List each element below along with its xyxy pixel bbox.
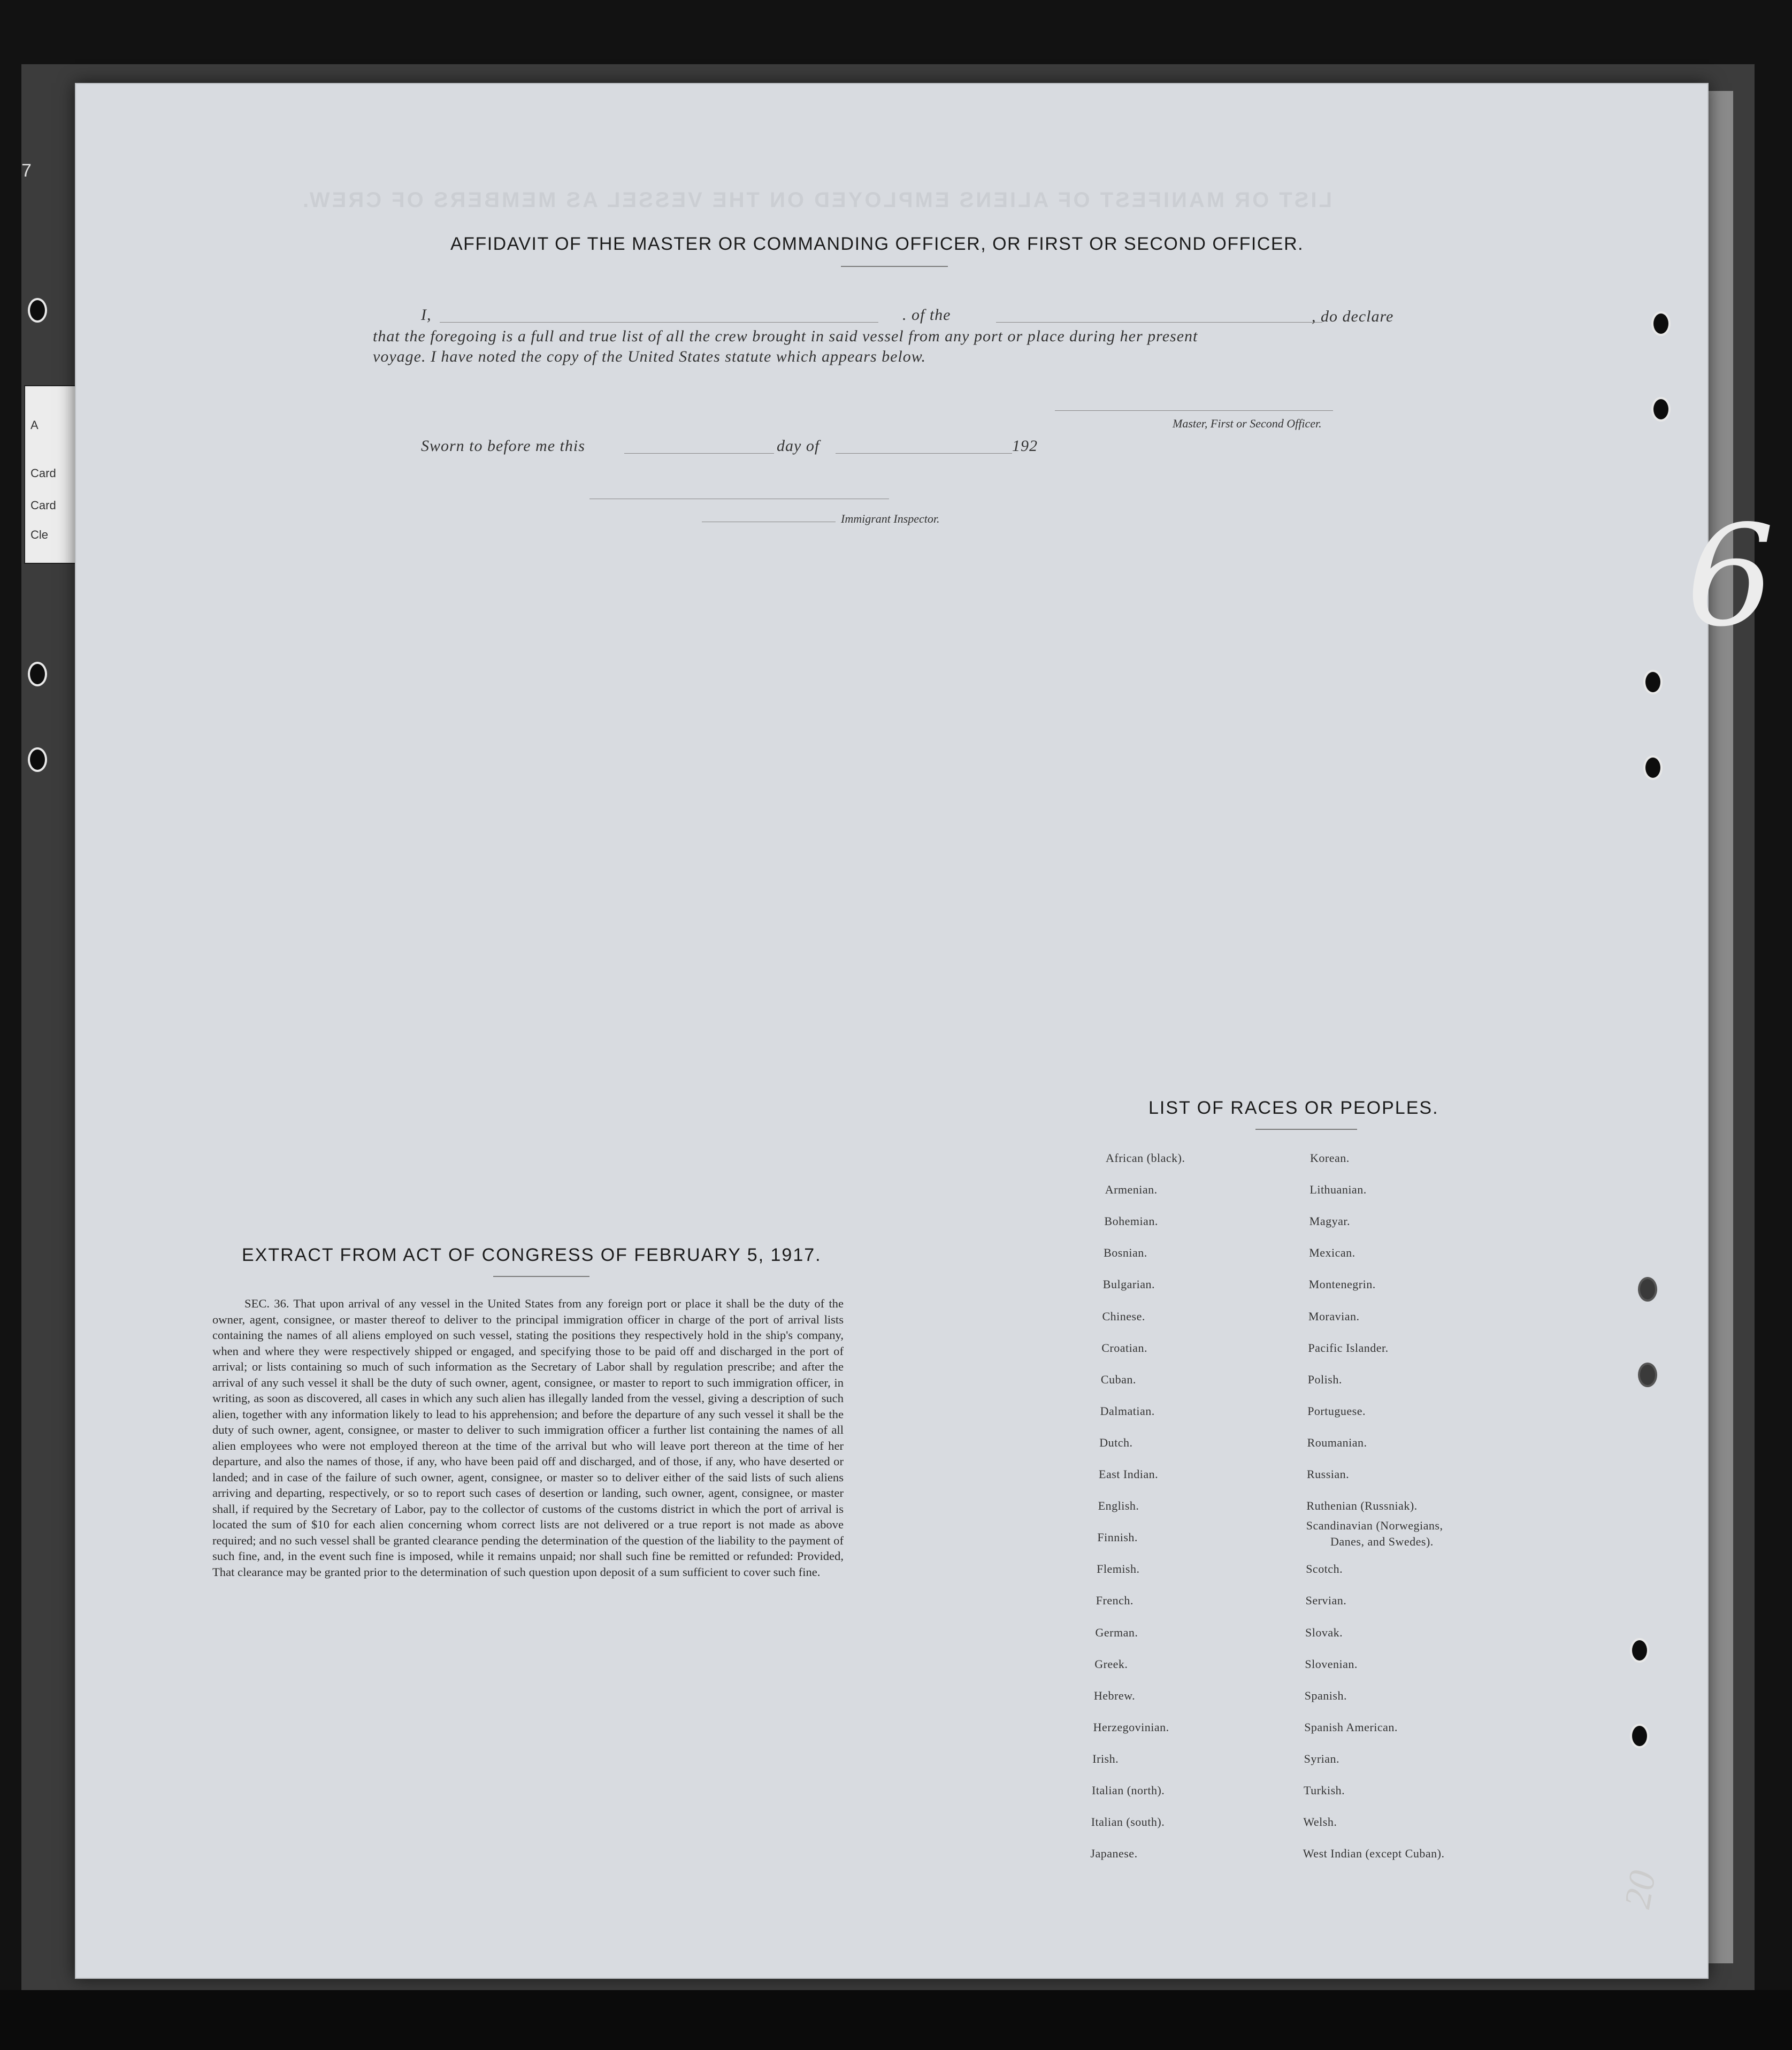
- race-item: Polish.: [1307, 1372, 1342, 1386]
- side-tab-text-1: A: [30, 418, 39, 432]
- race-item: Servian.: [1305, 1594, 1347, 1608]
- side-tab-text-2: Card: [30, 466, 56, 480]
- sworn-day-blank[interactable]: [624, 453, 774, 454]
- race-item: Lithuanian.: [1309, 1183, 1367, 1197]
- race-item: Magyar.: [1309, 1214, 1350, 1228]
- race-item: Mexican.: [1309, 1246, 1356, 1260]
- punch-hole: [1638, 1277, 1657, 1302]
- race-item: Moravian.: [1308, 1309, 1360, 1323]
- handwritten-page-number: 6: [1686, 496, 1775, 657]
- side-tab-text-3: Card: [30, 499, 56, 512]
- race-item: Bohemian.: [1104, 1214, 1158, 1228]
- affidavit-of-the: . of the: [902, 306, 951, 324]
- race-item: Irish.: [1092, 1751, 1119, 1765]
- sworn-month-blank[interactable]: [836, 453, 1012, 454]
- punch-hole: [28, 747, 47, 772]
- race-item: Chinese.: [1102, 1309, 1145, 1323]
- race-item: Turkish.: [1304, 1784, 1345, 1797]
- race-item: Finnish.: [1097, 1531, 1138, 1544]
- race-item: Montenegrin.: [1308, 1278, 1376, 1291]
- race-item: Bosnian.: [1104, 1246, 1147, 1260]
- race-item: Hebrew.: [1093, 1688, 1136, 1702]
- race-item: Spanish American.: [1304, 1720, 1398, 1734]
- race-item: French.: [1096, 1594, 1134, 1608]
- handwritten-mark: 20: [1617, 1867, 1664, 1912]
- bleed-through-header: LIST OR MANIFEST OF ALIENS EMPLOYED ON THE VESSEL AS MEMBERS OF CREW.: [301, 188, 1332, 212]
- race-item-continuation: Danes, and Swedes).: [1330, 1535, 1434, 1549]
- race-item: Dutch.: [1099, 1435, 1133, 1449]
- extract-paragraph: SEC. 36. That upon arrival of any vessel in the United States from any foreign port or place it shall be the duty of the owner, agent, consignee, or master thereof to deliver to the principal immigration officer in charge of the port of arrival lists containing the names of all aliens employed on such vessel, stating the positions they respectively hold in the ship's company, when and where they were respectively shipped or engaged, and specifying those to be paid off and discharged in the port of arrival; or lists containing so much of such information as the Secretary of Labor shall by regulation prescribe; and after the arrival of any such vessel it shall be the duty of such owner, agent, consignee, or master to report to such immigration officer, in writing, as soon as discovered, all cases in which any such alien has illegally landed from the vessel, giving a description of such alien, together with any information likely to lead to his apprehension; and before the departure of any such vessel it shall be the duty of such owner, agent, consignee, or master to deliver to such immigration officer a further list containing the names of all alien employees who were not employed thereon at the time of the arrival but who will leave port thereon at the time of her departure, and also the names of those, if any, who have been paid off and discharged, and of those, if any, who have deserted or landed; and in case of the failure of such owner, agent, consignee, or master so to deliver either of the said lists of such aliens arriving and departing, respectively, or so to report such cases of desertion or landing, such owner, agent, consignee, or master shall, if required by the Secretary of Labor, pay to the collector of customs of the customs district in which the port of arrival is located the sum of $10 for each alien concerning whom correct lists are not delivered or a true report is not made as above required; and no such vessel shall be granted clearance pending the determination of the question of the liability to the payment of such fine, and, in the event such fine is imposed, while it remains unpaid; nor shall such fine be remitted or refunded: Provided, That clearance may be granted prior to the determination of such question upon deposit of a sum sufficient to cover such fine.: [212, 1297, 844, 1579]
- side-tab-text-4: Cle: [30, 528, 49, 541]
- punch-hole: [1630, 1724, 1649, 1748]
- race-item: Pacific Islander.: [1308, 1341, 1389, 1355]
- extract-title-rule: [493, 1276, 589, 1277]
- affidavit-line-1: that the foregoing is a full and true list of all the crew brought in said vessel from any port or place during her present: [373, 327, 1198, 345]
- affidavit-i: I,: [421, 306, 432, 324]
- race-item: German.: [1095, 1625, 1138, 1639]
- officer-signature-blank[interactable]: [1055, 410, 1333, 411]
- race-item: Italian (north).: [1092, 1784, 1165, 1797]
- extract-section-text: [212, 1296, 844, 1580]
- punch-hole: [1643, 755, 1663, 780]
- race-item: Italian (south).: [1091, 1815, 1165, 1829]
- race-item: East Indian.: [1099, 1467, 1159, 1481]
- race-item: Scandinavian (Norwegians,: [1306, 1519, 1443, 1533]
- affidavit-line-2: voyage. I have noted the copy of the United States statute which appears below.: [373, 348, 926, 365]
- affidavit-do-declare: , do declare: [1312, 308, 1394, 325]
- race-item: Herzegovinian.: [1093, 1720, 1169, 1734]
- punch-hole: [1651, 397, 1671, 422]
- race-item: Korean.: [1310, 1151, 1350, 1165]
- bottom-strip: [0, 1990, 1792, 2050]
- races-title: LIST OF RACES OR PEOPLES.: [1148, 1098, 1439, 1118]
- punch-hole: [1651, 311, 1671, 336]
- race-item: Syrian.: [1304, 1751, 1340, 1765]
- punch-hole: [28, 662, 47, 686]
- race-item: English.: [1098, 1499, 1139, 1513]
- day-of-label: day of: [777, 437, 820, 455]
- year-prefix: 192: [1012, 437, 1038, 455]
- race-item: Bulgarian.: [1102, 1278, 1155, 1291]
- race-item: Slovenian.: [1305, 1657, 1358, 1671]
- races-title-rule: [1255, 1129, 1357, 1130]
- officer-signature-label: Master, First or Second Officer.: [1173, 417, 1322, 430]
- vessel-blank[interactable]: [996, 322, 1322, 323]
- race-item: Flemish.: [1097, 1562, 1140, 1576]
- race-item: Portuguese.: [1307, 1404, 1366, 1418]
- race-item: Japanese.: [1090, 1847, 1138, 1861]
- race-item: Welsh.: [1303, 1815, 1337, 1829]
- extract-title: EXTRACT FROM ACT OF CONGRESS OF FEBRUARY 5, 1917.: [242, 1245, 822, 1265]
- punch-hole: [1643, 670, 1663, 694]
- form-sheet: [75, 83, 1775, 1979]
- race-item: Spanish.: [1304, 1688, 1347, 1702]
- race-item: Scotch.: [1306, 1562, 1343, 1576]
- race-item: Dalmatian.: [1100, 1404, 1155, 1418]
- inspector-label: Immigrant Inspector.: [841, 512, 940, 525]
- race-item: Slovak.: [1305, 1625, 1343, 1639]
- race-item: Cuban.: [1100, 1372, 1136, 1386]
- race-item: African (black).: [1106, 1151, 1185, 1165]
- race-item: Greek.: [1094, 1657, 1128, 1671]
- name-blank[interactable]: [440, 322, 878, 323]
- punch-hole: [1630, 1638, 1649, 1663]
- corner-number: 7: [21, 160, 32, 181]
- affidavit-title-rule: [841, 266, 948, 267]
- race-item: Armenian.: [1105, 1183, 1158, 1197]
- punch-hole: [28, 298, 47, 323]
- race-item: Russian.: [1307, 1467, 1350, 1481]
- race-item: Roumanian.: [1307, 1435, 1367, 1449]
- race-item: Croatian.: [1101, 1341, 1147, 1355]
- sworn-label: Sworn to before me this: [421, 437, 585, 455]
- affidavit-title: AFFIDAVIT OF THE MASTER OR COMMANDING OFFICER, OR FIRST OR SECOND OFFICER.: [450, 234, 1304, 254]
- race-item: West Indian (except Cuban).: [1303, 1847, 1445, 1861]
- punch-hole: [1638, 1363, 1657, 1387]
- race-item: Ruthenian (Russniak).: [1306, 1499, 1418, 1513]
